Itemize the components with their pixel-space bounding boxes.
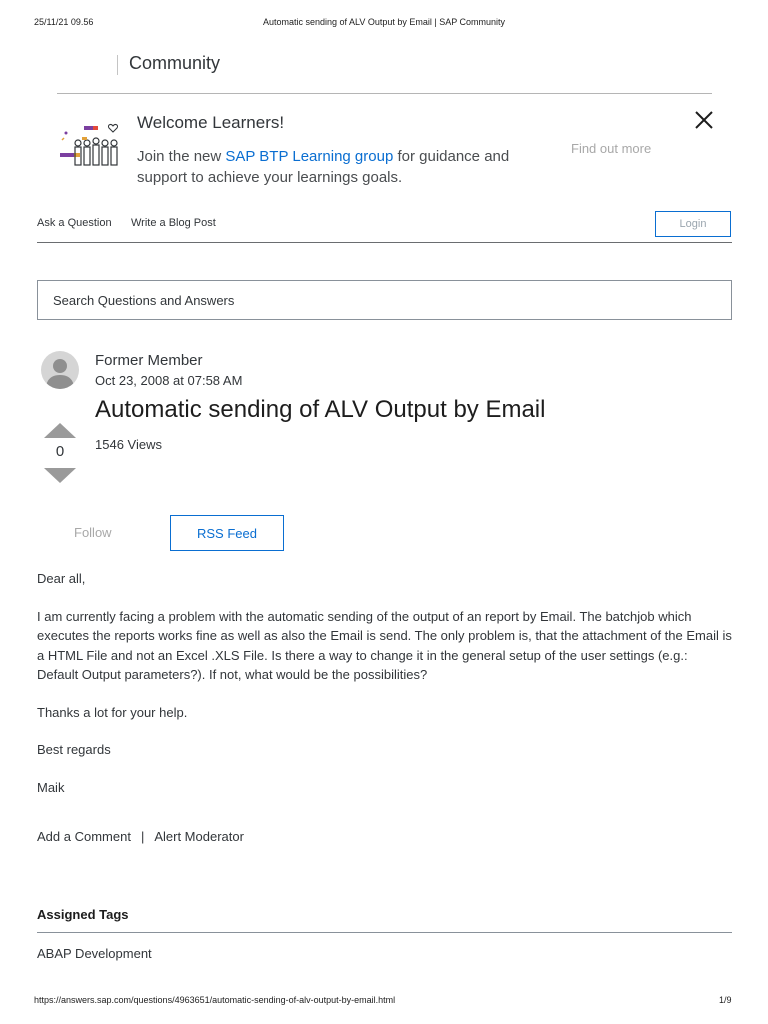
write-blog-post-link[interactable]: Write a Blog Post [131, 217, 216, 229]
learners-illustration-icon [58, 120, 126, 170]
author-name[interactable]: Former Member [95, 352, 203, 369]
question-actions [37, 829, 244, 844]
post-date: Oct 23, 2008 at 07:58 AM [95, 373, 243, 388]
view-count: 1546 Views [95, 437, 162, 452]
body-paragraph: Dear all, [37, 571, 86, 586]
header-divider [117, 55, 118, 75]
rss-feed-button[interactable]: RSS Feed [170, 515, 284, 551]
close-icon[interactable] [694, 110, 714, 130]
avatar[interactable] [41, 351, 79, 389]
print-datetime: 25/11/21 09.56 [34, 17, 94, 27]
body-paragraph: I am currently facing a problem with the automatic sending of the output of an report by Email. The batchjob which executes the reports works fine as well as also the Email is send. The only problem is, that the attachment of the Email is a HTML File and not an Excel .XLS File. Is there a way to change it in the general setup of the user settings (e.g.: Default Output parameters?). If not, what would be the possibilities? [37, 608, 732, 682]
welcome-text [137, 146, 517, 188]
welcome-title: Welcome Learners! [137, 113, 285, 132]
body-paragraph: Best regards [37, 742, 111, 757]
search-input[interactable] [37, 280, 732, 320]
vote-down-icon[interactable] [44, 468, 76, 483]
tag-link[interactable]: ABAP Development [37, 946, 152, 961]
add-comment-link[interactable]: Add a Comment [37, 829, 131, 844]
ask-question-link[interactable]: Ask a Question [37, 217, 112, 229]
body-paragraph: Thanks a lot for your help. [37, 704, 188, 720]
nav-rule [37, 242, 732, 243]
print-url: https://answers.sap.com/questions/4963651/automatic-sending-of-alv-output-by-email.html [34, 995, 396, 1005]
learning-group-link[interactable]: SAP BTP Learning group [225, 148, 394, 165]
vote-up-icon[interactable] [44, 423, 76, 438]
assigned-tags-heading: Assigned Tags [37, 907, 129, 922]
page-title: Automatic sending of ALV Output by Email [95, 396, 546, 423]
find-out-more-link[interactable]: Find out more [571, 141, 652, 156]
alert-moderator-link[interactable]: Alert Moderator [154, 829, 244, 844]
welcome-text-before: Join the new [137, 148, 226, 165]
body-paragraph: Maik [37, 779, 65, 795]
login-button[interactable]: Login [655, 211, 731, 237]
tags-rule [37, 932, 732, 933]
follow-button[interactable]: Follow [74, 525, 112, 540]
vote-count: 0 [55, 443, 65, 460]
print-title: Automatic sending of ALV Output by Email | SAP Community [262, 17, 506, 27]
question-body [37, 569, 732, 815]
action-separator: | [140, 829, 145, 844]
user-silhouette-icon [41, 351, 79, 389]
community-label[interactable]: Community [129, 53, 221, 73]
welcome-text-after: for guidance and support to achieve your learnings goals. [137, 148, 510, 186]
header-rule [57, 93, 712, 94]
print-page-number: 1/9 [719, 995, 732, 1005]
